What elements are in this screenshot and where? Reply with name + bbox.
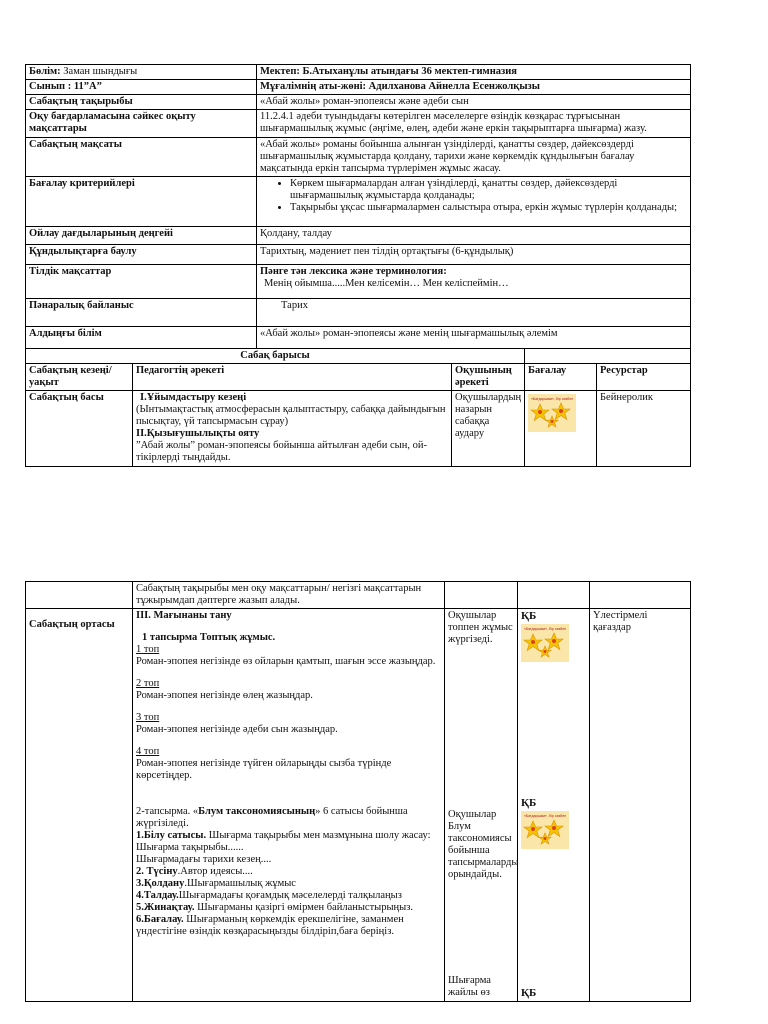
- program-label: Оқу бағдарламасына сәйкес оқыту мақсаттары: [26, 110, 257, 138]
- student-action-middle: [445, 609, 518, 1002]
- bloom-step: [136, 902, 441, 914]
- assess-middle: [518, 609, 590, 1002]
- student-text-2: Оқушылар Блум таксономиясы бойынша тапсырмаларды орындайды.: [448, 809, 519, 880]
- spacer: [136, 782, 441, 806]
- bloom-step: [136, 914, 441, 938]
- teacher-heading-2: ІІ.Қызығушылықты ояту: [136, 428, 260, 439]
- group-2-name: 2 топ: [136, 678, 160, 689]
- section-cell: [26, 65, 257, 80]
- traffic-light-badge-icon: [528, 394, 576, 432]
- group-1-text: Роман-эпопея негізінде өз ойларын қамтып, шағын эссе жазыңдар.: [136, 656, 436, 667]
- section-label: Бөлім:: [29, 66, 61, 77]
- cross-value: Тарих: [257, 299, 691, 327]
- bloom-step: [136, 878, 441, 890]
- badge-text: «Бағдаршам», бір сөзбен: [523, 627, 567, 631]
- lang-title: Пәнге тән лексика және терминология:: [260, 266, 447, 277]
- step-label: 5.Жинақтау.: [136, 902, 195, 913]
- group-4-name: 4 топ: [136, 746, 160, 757]
- thinking-value: Қолдану, талдау: [257, 227, 691, 245]
- res-cell: Бейнеролик: [597, 391, 691, 467]
- lang-text: Менің ойымша.....Мен келісемін… Мен келіспеймін…: [264, 278, 509, 289]
- criteria-item: • Көркем шығармалардан алған үзінділерді, қанатты сөздер, дәйексөздерді шығармашылық жұмыстарда қолданады;: [290, 178, 687, 202]
- badge-text: «Бағдаршам», бір сөзбен: [530, 397, 574, 401]
- intro-student: [445, 582, 518, 609]
- group-3-text: Роман-эпопея негізінде әдеби сын жазыңдар.: [136, 724, 338, 735]
- progress-blank: [525, 349, 691, 364]
- goal-label: Сабақтың мақсаты: [26, 138, 257, 177]
- step-text: Шығарманың көркемдік ерекшелігіне, заманмен үндестігіне өзіндік көзқарасыңызды білдіріп,баға беріңіз.: [136, 914, 404, 937]
- lesson-plan-table: [25, 64, 691, 467]
- teacher-cell: Мұғалімнің аты-жөні: Адилханова Айнелла Есенжолқызы: [257, 80, 691, 95]
- student-text-3: Шығарма жайлы өз: [448, 975, 491, 998]
- kb-label: ҚБ: [521, 797, 537, 809]
- topic-value: «Абай жолы» роман-эпопеясы және әдеби сын: [257, 95, 691, 110]
- res-middle: Үлестірмелі қағаздар: [590, 609, 691, 1002]
- step-label: 2. Түсіну: [136, 866, 178, 877]
- spacer: [136, 702, 441, 712]
- lang-label: Тілдік мақсаттар: [26, 265, 257, 299]
- prior-label: Алдыңғы білім: [26, 327, 257, 349]
- prior-value: «Абай жолы» роман-эпопеясы және менің шығармашылық әлемім: [257, 327, 691, 349]
- teacher-action-middle: [133, 609, 445, 1002]
- task1-title: 1 тапсырма Топтық жұмыс.: [142, 632, 276, 643]
- thinking-label: Ойлау дағдыларының деңгейі: [26, 227, 257, 245]
- col-res: Ресурстар: [597, 364, 691, 391]
- intro-res: [590, 582, 691, 609]
- col-stage: Сабақтың кезеңі/ уақыт: [26, 364, 133, 391]
- kb-block-2: [521, 797, 569, 849]
- student-text-1: Оқушылар топпен жұмыс жүргізеді.: [448, 610, 513, 645]
- step-label: 3.Қолдану: [136, 878, 185, 889]
- section-value: Заман шындығы: [63, 66, 138, 77]
- spacer: [136, 668, 441, 678]
- step-text: Шығармадағы қоғамдық мәселелерді талқылаңыз: [178, 890, 402, 901]
- kb-label: ҚБ: [521, 610, 537, 622]
- assess-cell: [525, 391, 597, 467]
- col-teacher: Педагогтің әрекеті: [133, 364, 452, 391]
- bloom-step: [136, 866, 441, 878]
- group-2-text: Роман-эпопея негізінде өлең жазыңдар.: [136, 690, 313, 701]
- class-cell: Сынып : 11”А”: [26, 80, 257, 95]
- criteria-label: Бағалау критерийлері: [26, 177, 257, 227]
- step-text: Шығарма тақырыбы......: [136, 842, 244, 853]
- lesson-middle-table: [25, 581, 691, 1002]
- group-4-text: Роман-эпопея негізінде түйген ойларыңды сызба түрінде көрсетіңдер.: [136, 758, 392, 781]
- step-label: 4.Талдау.: [136, 890, 179, 901]
- lang-value: [257, 265, 691, 299]
- traffic-light-badge-icon: [521, 811, 569, 849]
- intro-blank: [26, 582, 133, 609]
- teacher-text-2: ”Абай жолы” роман-эпопеясы бойынша айтылған әдеби сын, ой-тікірлерді тыңдайды.: [136, 440, 427, 463]
- step-label: 6.Бағалау.: [136, 914, 184, 925]
- teacher-heading-1: І.Ұйымдастыру кезеңі: [140, 392, 247, 403]
- step-label: 1.Білу сатысы.: [136, 830, 207, 841]
- bloom-step: [136, 830, 441, 842]
- teacher-text-1: (Ынтымақтастық атмосферасын қалыптастыру, сабаққа дайындығын пысықтау, үй тапсырмасын сұрау): [136, 404, 446, 427]
- school-cell: Мектеп: Б.Атыханұлы атындағы 36 мектеп-гимназия: [257, 65, 691, 80]
- step-text: Шығарманы қазіргі өмірмен байланыстырыңыз.: [194, 902, 413, 913]
- task2-line: [136, 806, 441, 830]
- program-value: 11.2.4.1 әдеби туындыдағы көтерілген мәселелерге өзіндік көзқарас тұрғысынан шығармашылық жұмыс (әңгіме, өлең, әдеби және еркін тақырыптарға шығарма) жазу.: [257, 110, 691, 138]
- topic-label: Сабақтың тақырыбы: [26, 95, 257, 110]
- step-text: .Шығармашылық жұмыс: [184, 878, 296, 889]
- traffic-light-badge-icon: [521, 624, 569, 662]
- step-text: .Автор идеясы....: [177, 866, 253, 877]
- progress-title: Сабақ барысы: [26, 349, 525, 364]
- group-3-name: 3 топ: [136, 712, 160, 723]
- values-label: Құндылықтарға баулу: [26, 245, 257, 265]
- stage-cell: Сабақтың басы: [26, 391, 133, 467]
- spacer: [136, 736, 441, 746]
- stage-middle: Сабақтың ортасы: [26, 609, 133, 1002]
- criteria-list: [260, 178, 687, 214]
- bloom-step: [136, 854, 441, 866]
- task2-pre: 2-тапсырма. «: [136, 806, 199, 817]
- bloom-step: [136, 890, 441, 902]
- intro-text: Сабақтың тақырыбы мен оқу мақсаттарын/ негізгі мақсаттарын тұжырымдап дәптерге жазып алады.: [133, 582, 445, 609]
- goal-value: «Абай жолы» романы бойынша алынған үзінділерді, қанатты сөздер, дәйексөздерді шығармашылық жұмыстарда қолдану, тарихи және көркемдік құндылығын бағалау мақсатында еркін тапсырма түрлерімен жұмыс жасау.: [257, 138, 691, 177]
- group-1-name: 1 топ: [136, 644, 160, 655]
- step-text: Шығарма тақырыбы мен мазмұнына шолу жасау:: [206, 830, 431, 841]
- badge-text: «Бағдаршам», бір сөзбен: [523, 814, 567, 818]
- student-action: Оқушылардың назарын сабаққа аудару: [452, 391, 525, 467]
- kb-label: ҚБ: [521, 987, 537, 999]
- col-student: Оқушының әрекеті: [452, 364, 525, 391]
- teacher-action: [133, 391, 452, 467]
- step-text: Шығармадағы тарихи кезең....: [136, 854, 272, 865]
- cross-label: Пәнаралық байланыс: [26, 299, 257, 327]
- col-assess: Бағалау: [525, 364, 597, 391]
- task2-bold: Блум таксономиясының: [198, 806, 316, 817]
- criteria-item: • Тақырыбы ұқсас шығармалармен салыстыра отыра, еркін жұмыс түрлерін қолданады;: [290, 202, 687, 214]
- intro-assess: [518, 582, 590, 609]
- section-title: ІІІ. Мағынаны тану: [136, 610, 232, 621]
- values-value: Тарихтың, мәдениет пен тілдің ортақтығы (6-құндылық): [257, 245, 691, 265]
- criteria-value: [257, 177, 691, 227]
- task2-post: » 6 сатысы бойынша жүргізіледі.: [136, 806, 408, 829]
- bloom-step: [136, 842, 441, 854]
